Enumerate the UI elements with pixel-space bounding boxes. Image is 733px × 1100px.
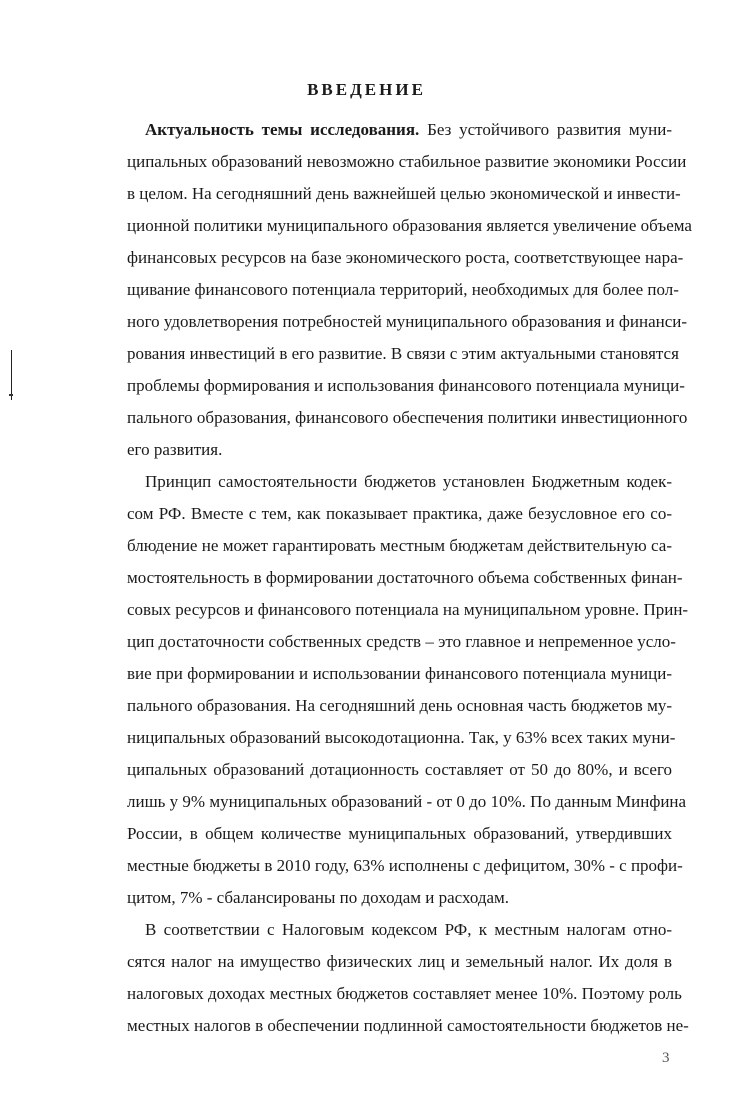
text-line: местные бюджеты в 2010 году, 63% исполнены с дефицитом, 30% - с профи- <box>127 856 683 875</box>
text-line: ципальных образований невозможно стабильное развитие экономики России <box>127 152 687 171</box>
text-line: пального образования, финансового обеспечения политики инвестиционного <box>127 408 688 427</box>
text-line: его развития. <box>127 440 223 459</box>
text-line: пального образования. На сегодняшний день основная часть бюджетов му- <box>127 696 672 715</box>
text-line: цитом, 7% - сбалансированы по доходам и расходам. <box>127 888 510 907</box>
text-line: ного удовлетворения потребностей муниципального образования и финанси- <box>127 312 688 331</box>
text-line: проблемы формирования и использования финансового потенциала муници- <box>127 376 685 395</box>
text-line: совых ресурсов и финансового потенциала на муниципальном уровне. Прин- <box>127 600 689 619</box>
text-line: в целом. На сегодняшний день важнейшей целью экономической и инвести- <box>127 184 681 203</box>
text-line: Принцип самостоятельности бюджетов установлен Бюджетным кодек- <box>145 472 672 491</box>
text-line: ниципальных образований высокодотационна. Так, у 63% всех таких муни- <box>127 728 676 747</box>
text-line: блюдение не может гарантировать местным бюджетам действительную са- <box>127 536 672 555</box>
text-line: местных налогов в обеспечении подлинной самостоятельности бюджетов не- <box>127 1016 689 1035</box>
text-line: щивание финансового потенциала территорий, необходимых для более пол- <box>127 280 679 299</box>
text-line: вие при формировании и использовании финансового потенциала муници- <box>127 664 672 683</box>
text-line: финансовых ресурсов на базе экономического роста, соответствующее нара- <box>127 248 684 267</box>
text-line: ционной политики муниципального образования является увеличение объема <box>127 216 692 235</box>
margin-scan-tick <box>9 394 13 396</box>
text-line: России, в общем количестве муниципальных образований, утвердивших <box>127 824 672 843</box>
text-line: рования инвестиций в его развитие. В связи с этим актуальными становятся <box>127 344 679 363</box>
page-number: 3 <box>662 1050 670 1066</box>
lead-label: Актуальность темы исследования. <box>145 120 420 139</box>
text-line: мостоятельность в формировании достаточного объема собственных финан- <box>127 568 683 587</box>
text-line: налоговых доходах местных бюджетов составляет менее 10%. Поэтому роль <box>127 984 682 1003</box>
text-line: В соответствии с Налоговым кодексом РФ, к местным налогам отно- <box>145 920 672 939</box>
text-line-content: Без устойчивого развития муни- <box>427 120 673 139</box>
text-line: сом РФ. Вместе с тем, как показывает практика, даже безусловное его со- <box>127 504 672 523</box>
page-title: ВВЕДЕНИЕ <box>307 80 426 99</box>
text-line: сятся налог на имущество физических лиц и земельный налог. Их доля в <box>127 952 672 971</box>
text-line: цип достаточности собственных средств – это главное и непременное усло- <box>127 632 676 651</box>
text-line: ципальных образований дотационность составляет от 50 до 80%, и всего <box>127 760 672 779</box>
text-line <box>145 115 672 145</box>
margin-scan-mark <box>11 350 12 400</box>
text-line: лишь у 9% муниципальных образований - от 0 до 10%. По данным Минфина <box>127 792 687 811</box>
